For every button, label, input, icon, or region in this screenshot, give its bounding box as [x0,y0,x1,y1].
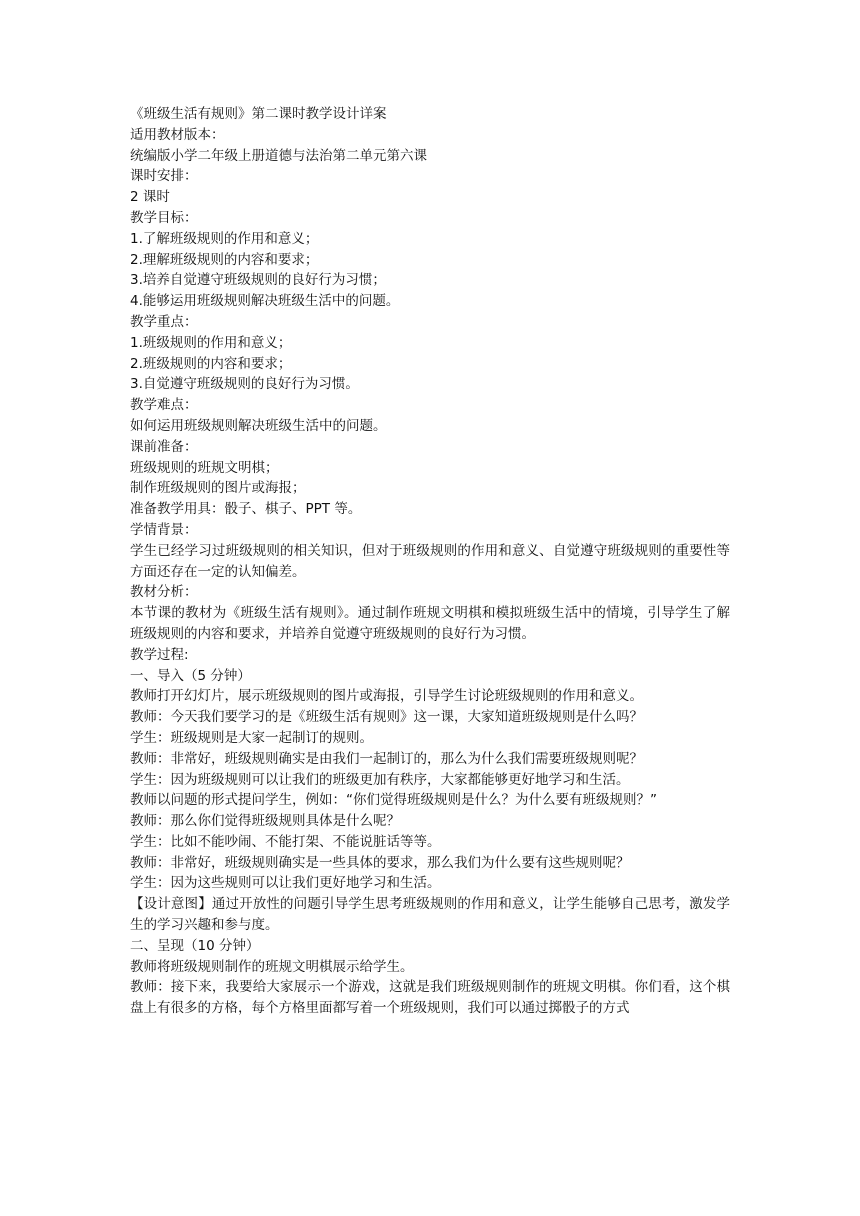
dialogue-line: 教师：今天我们要学习的是《班级生活有规则》这一课，大家知道班级规则是什么吗？ [130,709,643,726]
doc-line: 教学重点： [130,313,198,330]
dialogue-line: 学生：因为班级规则可以让我们的班级更加有秩序，大家都能够更好地学习和生活。 [130,771,630,788]
doc-line: 课前准备： [130,438,198,455]
doc-line: 统编版小学二年级上册道德与法治第二单元第六课 [130,147,427,164]
doc-line: 1.班级规则的作用和意义； [130,334,292,351]
dialogue-line: 教师以问题的形式提问学生，例如：“你们觉得班级规则是什么？为什么要有班级规则？” [130,792,657,809]
analysis-label: 教材分析： [130,584,198,601]
dialogue-line: 教师：非常好，班级规则确实是由我们一起制订的，那么为什么我们需要班级规则呢？ [130,750,643,767]
doc-line: 学情背景： [130,521,198,538]
step2-paragraph: 教师：接下来，我要给大家展示一个游戏，这就是我们班级规则制作的班规文明棋。你们看，这个棋盘上有很多的方格，每个方格里面都写着一个班级规则，我们可以通过掷骰子的方式 [130,979,730,1017]
dialogue-line: 学生：比如不能吵闹、不能打架、不能说脏话等等。 [130,833,441,850]
analysis-paragraph: 本节课的教材为《班级生活有规则》。通过制作班规文明棋和模拟班级生活中的情境，引导学生了解班级规则的内容和要求，并培养自觉遵守班级规则的良好行为习惯。 [130,605,730,642]
dialogue-line: 教师打开幻灯片，展示班级规则的图片或海报，引导学生讨论班级规则的作用和意义。 [130,688,643,705]
doc-line: 3.自觉遵守班级规则的良好行为习惯。 [130,376,359,393]
doc-line: 3.培养自觉遵守班级规则的良好行为习惯； [130,272,386,289]
process-label: 教学过程: [130,646,189,663]
doc-line: 2 课时 [130,189,170,206]
dialogue-line: 教师：非常好，班级规则确实是一些具体的要求，那么我们为什么要有这些规则呢？ [130,854,630,871]
doc-line: 2.班级规则的内容和要求； [130,355,292,372]
doc-line: 教学难点： [130,397,198,414]
design-intent-text: 通过开放性的问题引导学生思考班级规则的作用和意义，让学生能够自己思考，激发学生的学习兴趣和参与度。 [130,896,731,934]
doc-line: 1.了解班级规则的作用和意义； [130,230,319,247]
doc-line: 班级规则的班规文明棋； [130,459,279,476]
doc-line: 准备教学用具：骰子、棋子、PPT 等。 [130,501,362,518]
doc-line: 4.能够运用班级规则解决班级生活中的问题。 [130,293,400,310]
dialogue-line: 学生：班级规则是大家一起制订的规则。 [130,729,373,746]
dialogue-line: 教师：那么你们觉得班级规则具体是什么呢？ [130,813,400,830]
doc-line: 制作班级规则的图片或海报； [130,480,306,497]
doc-line: 课时安排： [130,168,198,185]
doc-line: 适用教材版本： [130,126,225,143]
doc-line: 2.理解班级规则的内容和要求； [130,251,319,268]
step2-title: 二、呈现（10 分钟） [130,937,260,954]
document-title: 《班级生活有规则》第二课时教学设计详案 [130,106,387,122]
document-page [130,104,730,1019]
dialogue-line: 学生：因为这些规则可以让我们更好地学习和生活。 [130,875,441,892]
background-paragraph: 学生已经学习过班级规则的相关知识，但对于班级规则的作用和意义、自觉遵守班级规则的重要性等方面还存在一定的认知偏差。 [130,542,730,580]
doc-line: 教学目标： [130,209,198,226]
design-intent-paragraph [130,894,730,936]
doc-line: 如何运用班级规则解决班级生活中的问题。 [130,417,387,434]
design-intent-tag: 【设计意图】 [130,896,212,913]
step1-title: 一、导入（5 分钟） [130,667,251,684]
dialogue-line: 教师将班级规则制作的班规文明棋展示给学生。 [130,958,414,975]
